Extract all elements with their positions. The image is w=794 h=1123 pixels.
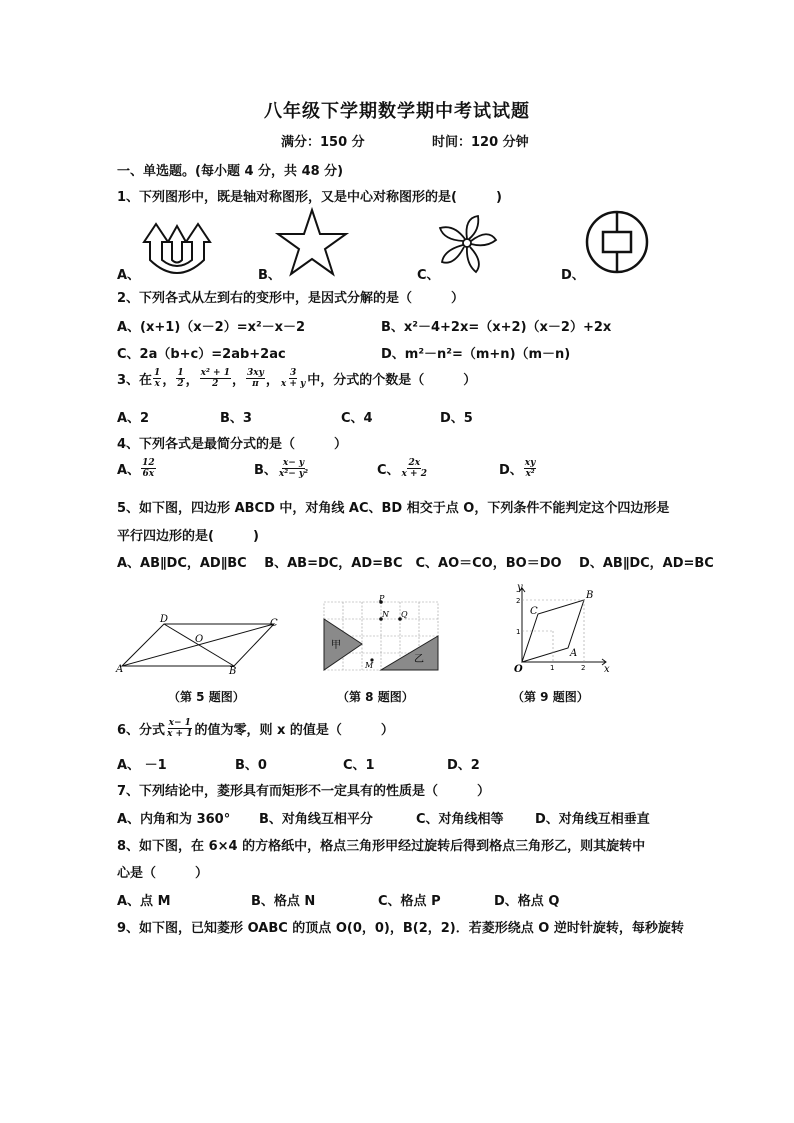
fig9-label-c: C [530,606,538,617]
q6-option-c: C、1 [343,758,375,773]
time-limit: 时间：120 分钟 [432,135,529,150]
q2-option-d: D、m²－n²=（m+n)（m－n) [381,347,571,362]
q5-line1: 5、如下图，四边形 ABCD 中，对角线 AC、BD 相交于点 O，下列条件不能判定这个四边形是 [117,501,670,516]
fig9-tick-y1: 1 [516,628,521,636]
q3-frac-4: $\frac{3xy}{\pi}$ [247,368,264,389]
q1-option-a: A、 [117,268,141,283]
q6-option-a: A、 －1 [117,758,167,773]
q3-frac-2: $\frac{1}{2}$ [177,368,184,389]
q3-suffix: 中，分式的个数是（ ） [307,373,477,388]
fig8-label-q: Q [401,610,408,619]
fig5-label-d: D [160,614,169,625]
q7-stem: 7、下列结论中，菱形具有而矩形不一定具有的性质是（ ） [117,784,491,799]
fig8-label-n: N [382,610,389,619]
q3-option-c: C、4 [341,411,373,426]
q5-options: A、AB∥DC，AD∥BC B、AB=DC，AD=BC C、AO＝CO，BO＝DO D、AB∥DC，AD=BC [117,556,714,571]
fig8-label-m: M [365,661,374,670]
coin-figure [585,210,649,274]
q3-option-d: D、5 [440,411,473,426]
q8-line1: 8、如下图，在 6×4 的方格纸中，格点三角形甲经过旋转后得到格点三角形乙，则其旋转中 [117,839,646,854]
q3-frac-5: $\frac{3}{x + y}$ [280,368,306,389]
q3-option-b: B、3 [220,411,252,426]
q8-option-c: C、格点 P [378,894,441,909]
q8-line2: 心是（ ） [117,866,209,881]
fig9-tick-x2: 2 [581,664,586,672]
fig5-label-b: B [229,666,237,677]
q5-line2: 平行四边形的是( ) [117,529,259,544]
fig9-label-x: x [604,664,610,675]
fig9-label-b: B [586,590,594,601]
q4-option-a: A、 $\frac{12}{6x}$ [117,458,155,479]
q6-option-d: D、2 [447,758,480,773]
q2-option-b: B、x²－4+2x=（x+2)（x－2）+2x [381,320,612,335]
pinwheel-figure [434,212,500,274]
q1-option-c: C、 [417,268,440,283]
three-arrows-figure [138,220,216,276]
figure-8-grid [322,596,442,676]
q3-frac-1: $\frac{1}{x}$ [154,368,161,389]
star-figure [276,208,348,278]
q8-option-d: D、格点 Q [494,894,560,909]
q6-frac: $\frac{x- 1}{x + 1}$ [167,718,193,739]
section-heading: 一、单选题。(每小题 4 分，共 48 分) [117,164,344,179]
q2-stem: 2、下列各式从左到右的变形中，是因式分解的是（ ） [117,291,465,306]
figure-9-coordinate-rhombus [508,584,612,676]
q1-option-d: D、 [561,268,585,283]
caption-fig9: （第 9 题图） [512,690,589,704]
q4-option-d: D、 $\frac{xy}{\text{x²}}$ [499,458,536,479]
fig5-label-c: C [270,618,278,629]
fig8-label-p: P [379,594,385,603]
q4-stem: 4、下列各式是最简分式的是（ ） [117,437,348,452]
full-score: 满分：150 分 [281,135,365,150]
fig5-label-o: O [195,634,204,645]
q1-option-b: B、 [258,268,281,283]
q1-stem: 1、下列图形中，既是轴对称图形，又是中心对称图形的是( ) [117,190,502,205]
q3-frac-3: $\frac{\text{x² + 1}}{2}$ [200,368,230,389]
figure-5-parallelogram [116,612,286,677]
q4-option-b: B、 $\frac{x- y}{\text{x²− y²}}$ [254,458,309,479]
fig9-tick-y2: 2 [516,597,521,605]
q7-option-c: C、对角线相等 [416,812,504,827]
fig9-tick-x1: 1 [550,664,555,672]
q3-prefix: 3、在 [117,373,153,388]
fig8-label-jia: 甲 [331,640,341,651]
q8-option-a: A、点 M [117,894,171,909]
q7-option-d: D、对角线互相垂直 [535,812,650,827]
q2-option-a: A、(x+1)（x－2）=x²－x－2 [117,320,306,335]
q3-stem: 3、在 $\frac{1}{x}$ ， $\frac{1}{2}$ ， $\frac{\text{x² + 1}}{2}$ ， $\frac{3xy}{\pi}$ ， $\frac{3}{x + y}$ 中，分式的个数是（ ） [117,368,477,389]
caption-fig5: （第 5 题图） [168,690,245,704]
fig9-label-y: y [517,582,523,593]
fig8-label-yi: 乙 [414,654,424,665]
q4-option-c: C、 $\frac{2x}{x + 2}$ [377,458,427,479]
q6-option-b: B、0 [235,758,267,773]
caption-fig8: （第 8 题图） [337,690,414,704]
q2-option-c: C、2a（b+c）=2ab+2ac [117,347,286,362]
fig9-label-o: O [514,664,523,675]
fig5-label-a: A [116,664,124,675]
q7-option-b: B、对角线互相平分 [259,812,373,827]
fig9-label-a: A [570,648,578,659]
q6-stem: 6、分式 $\frac{x- 1}{x + 1}$ 的值为零，则 x 的值是（ ） [117,718,394,739]
q7-option-a: A、内角和为 360° [117,812,231,827]
page-title: 八年级下学期数学期中考试试题 [264,101,530,122]
q8-option-b: B、格点 N [251,894,316,909]
q9-line1: 9、如下图，已知菱形 OABC 的顶点 O(0，0)，B(2，2)．若菱形绕点 O 逆时针旋转，每秒旋转 [117,921,684,936]
q3-option-a: A、2 [117,411,150,426]
